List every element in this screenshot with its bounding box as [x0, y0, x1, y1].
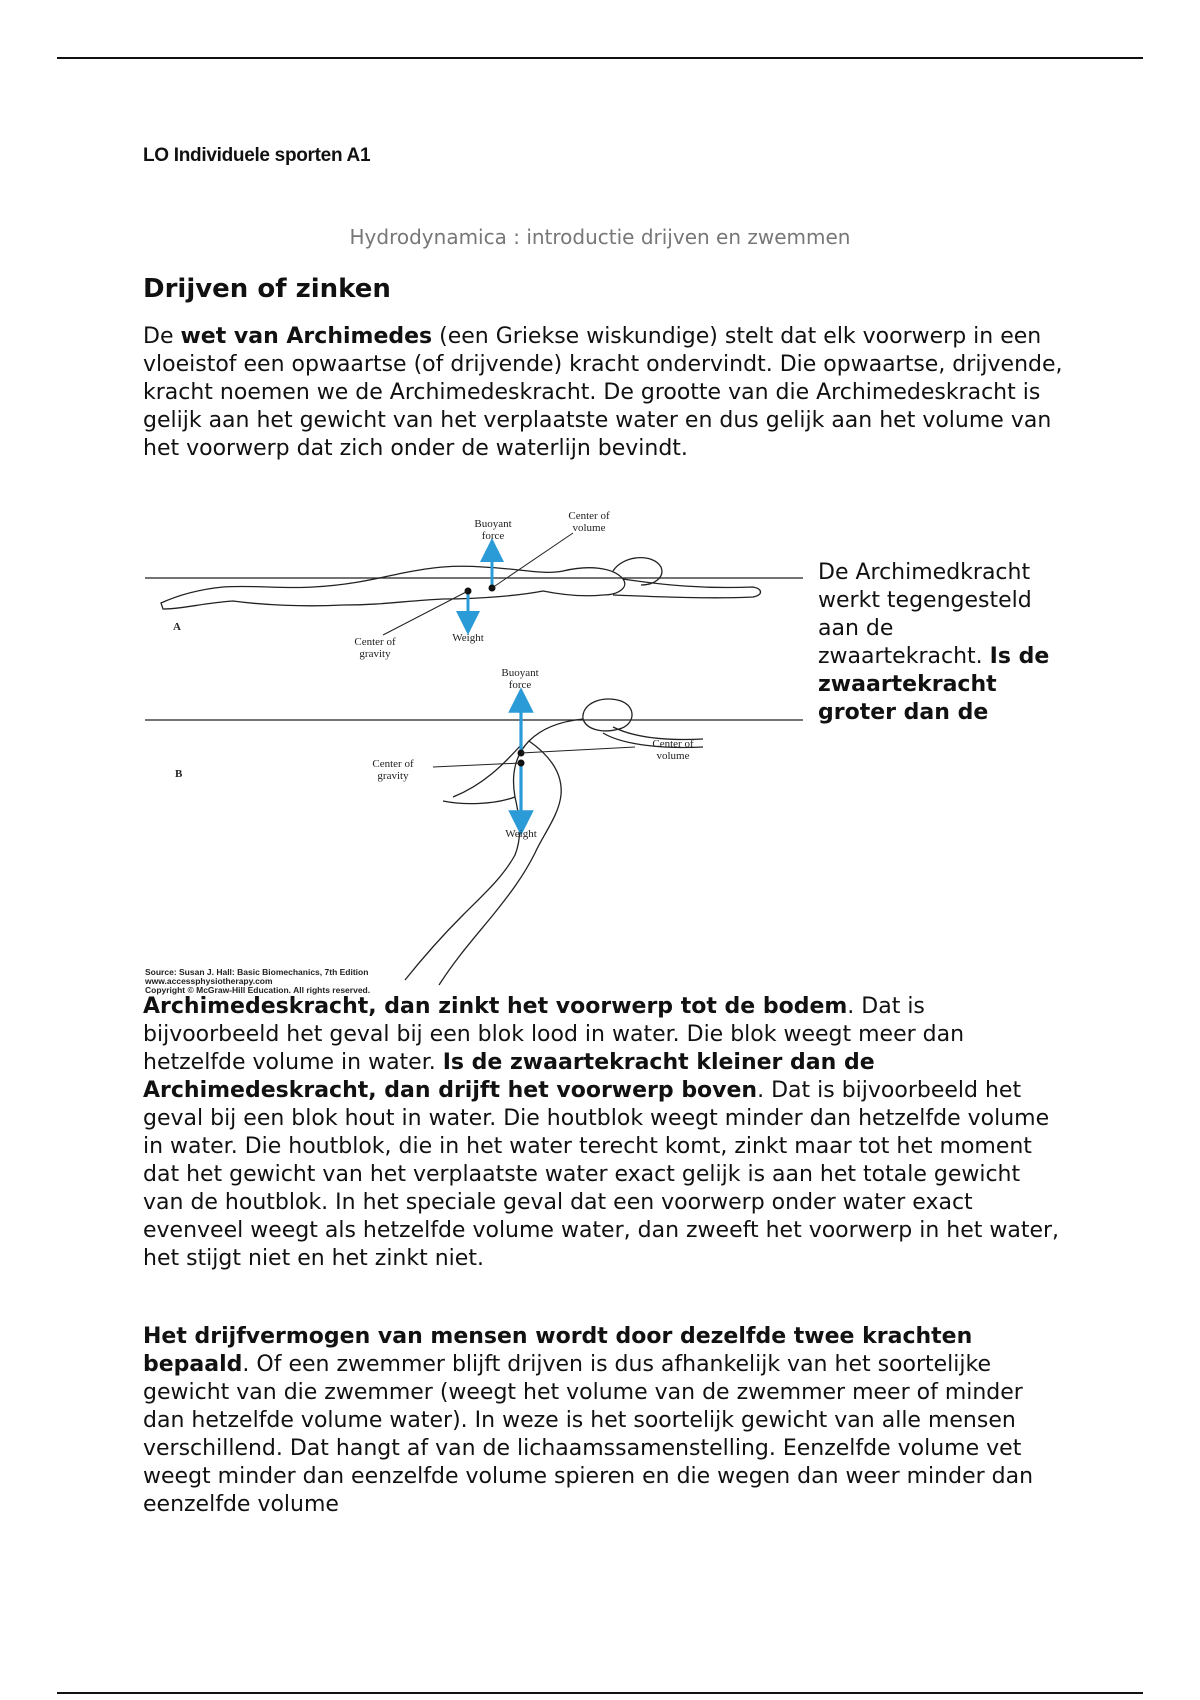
buoyancy-figure — [143, 505, 803, 995]
b-buoyant-line1: Buoyant — [501, 667, 539, 679]
leader-gravity-a — [383, 591, 468, 635]
paragraph-archimedes-law: De wet van Archimedes (een Griekse wiskundige) stelt dat elk voorwerp in een vloeistof een opwaartse (of drijvende) kracht ondervindt. Die opwaartse, drijvende, kracht noemen we de Archimedeskracht. De grootte van die Archimedeskracht is gelijk aan het gewicht van het verplaatste water en dus gelijk aan het volume van het voorwerp dat zich onder de waterlijn bevindt. — [143, 324, 1063, 461]
course-title: LO Individuele sporten A1 — [143, 145, 371, 166]
b-volume-line1: Center of — [652, 738, 694, 750]
paragraph-human-buoyancy: Het drijfvermogen van mensen wordt door dezelfde twee krachten bepaald. Of een zwemmer blijft drijven is dus afhankelijk van het soortelijke gewicht van die zwemmer (weegt het volume van de zwemmer meer of minder dan hetzelfde volume water). In weze is het soortelijk gewicht van alle mensen verschillend. Dat hangt af van de lichaamssamenstelling. Eenzelfde volume vet weegt minder dan eenzelfde volume spieren en die wegen dan weer minder dan eenzelfde volume — [143, 1324, 1034, 1517]
a-weight-label: Weight — [452, 632, 484, 644]
figure-source-line1: Source: Susan J. Hall: Basic Biomechanics, 7th Edition — [145, 967, 369, 977]
sidebar-text: De Archimedkracht werkt tegengesteld aan de zwaartekracht. Is de zwaartekracht groter dan de — [818, 560, 1050, 725]
a-volume-line1: Center of — [568, 510, 610, 522]
b-weight-label: Weight — [505, 828, 537, 840]
a-buoyant-line2: force — [481, 530, 505, 542]
figure-source-line2: www.accessphysiotherapy.com — [145, 976, 273, 986]
b-gravity-line2: gravity — [377, 770, 409, 782]
top-rule — [57, 57, 1143, 59]
swimmer-a-arm — [613, 579, 761, 598]
bottom-rule — [57, 1692, 1143, 1694]
b-volume-line2: volume — [656, 750, 690, 762]
paragraph-sink-float: Archimedeskracht, dan zinkt het voorwerp tot de bodem. Dat is bijvoorbeeld het geval bij een blok lood in water. Die blok weegt meer dan hetzelfde volume in water. Is de zwaartekracht kleiner dan de Archimedeskracht, dan drijft het voorwerp boven. Dat is bijvoorbeeld het geval bij een blok hout in water. Die houtblok weegt minder dan hetzelfde volume in water. Die houtblok, die in het water terecht komt, zinkt maar tot het moment dat het gewicht van het verplaatste water exact gelijk is aan het totale gewicht van de houtblok. In het speciale geval dat een voorwerp onder water exact evenveel weegt als hetzelfde volume water, dan zweeft het voorwerp in het water, het stijgt niet en het zinkt niet. — [143, 994, 1060, 1271]
swimmer-b-torso — [405, 719, 583, 985]
leader-gravity-b — [433, 763, 521, 767]
a-buoyant-line1: Buoyant — [474, 518, 512, 530]
document-subtitle: Hydrodynamica : introductie drijven en zwemmen — [349, 225, 851, 249]
a-gravity-line2: gravity — [359, 648, 391, 660]
a-volume-line2: volume — [572, 522, 606, 534]
swimmer-a-outline — [161, 566, 625, 609]
b-gravity-line1: Center of — [372, 758, 414, 770]
panel-a-label: A — [173, 621, 181, 633]
swimmer-b-head — [583, 699, 632, 731]
b-buoyant-line2: force — [508, 679, 532, 691]
panel-b-label: B — [175, 768, 183, 780]
section-heading: Drijven of zinken — [143, 274, 391, 304]
a-gravity-line1: Center of — [354, 636, 396, 648]
swimmer-b-arm-left — [443, 745, 521, 804]
figure-source-line3: Copyright © McGraw-Hill Education. All rights reserved. — [145, 985, 371, 995]
